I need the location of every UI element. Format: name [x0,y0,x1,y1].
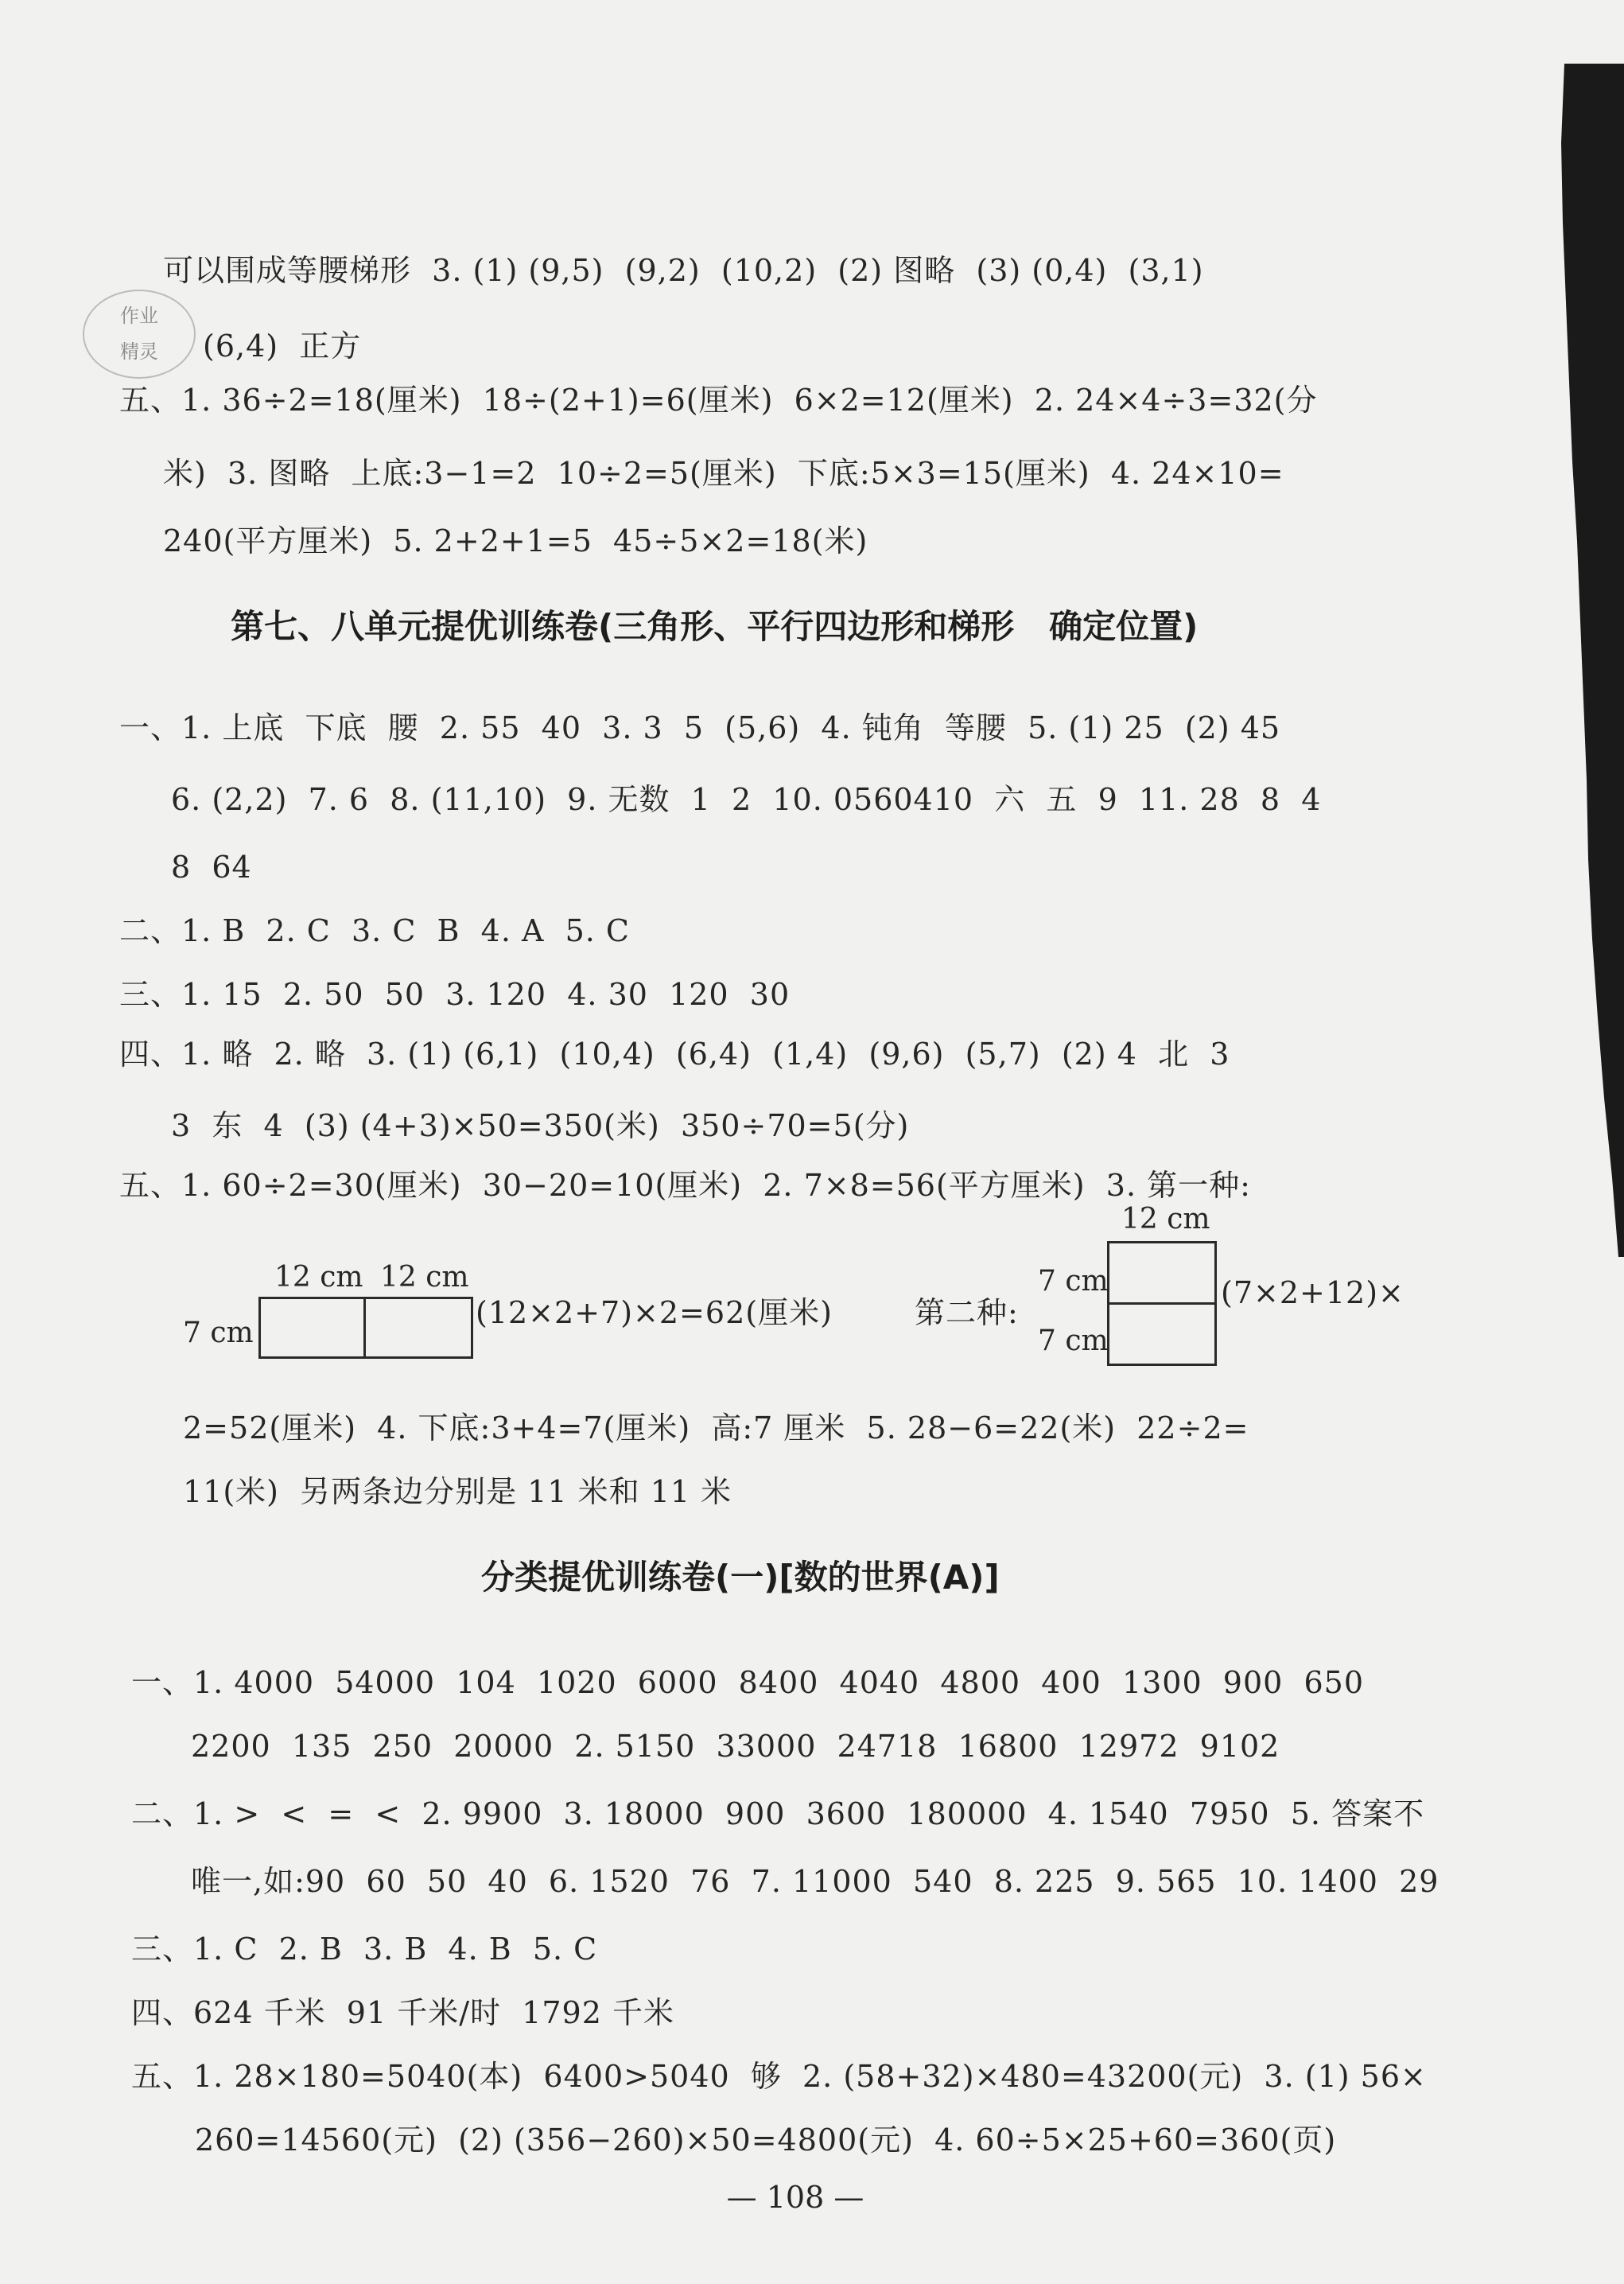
answer-line: 240(平方厘米) 5. 2+2+1=5 45÷5×2=18(米) [163,523,868,558]
section-title: 第七、八单元提优训练卷(三角形、平行四边形和梯形 确定位置) [231,607,1199,646]
diagram-formula: (12×2+7)×2=62(厘米) [476,1295,833,1330]
answer-line: 三、1. C 2. B 3. B 4. B 5. C [131,1932,598,1967]
answer-line: 3 东 4 (3) (4+3)×50=350(米) 350÷70=5(分) [171,1108,910,1143]
diagram-label: 7 cm [1038,1325,1109,1357]
svg-text:精灵: 精灵 [120,340,158,363]
diagram-label: 12 cm [380,1261,469,1294]
answer-line: 三、1. 15 2. 50 50 3. 120 4. 30 120 30 [119,977,791,1012]
diagram-label: 12 cm [274,1261,363,1294]
rectangle-shape [1107,1241,1217,1305]
answer-line: 可以围成等腰梯形 3. (1) (9,5) (9,2) (10,2) (2) 图略 (3) (0,4) (3,1) [163,253,1204,288]
answer-line: 2=52(厘米) 4. 下底:3+4=7(厘米) 高:7 厘米 5. 28−6=22(米) 22÷2= [183,1410,1249,1445]
answer-line: 11(米) 另两条边分别是 11 米和 11 米 [183,1474,732,1509]
answer-line: 一、1. 上底 下底 腰 2. 55 40 3. 3 5 (5,6) 4. 钝角 等腰 5. (1) 25 (2) 45 [119,710,1281,745]
answer-line: 2200 135 250 20000 2. 5150 33000 24718 16800 12972 9102 [191,1729,1280,1764]
answer-line: 一、1. 4000 54000 104 1020 6000 8400 4040 4800 400 1300 900 650 [131,1665,1365,1700]
answer-line: 二、1. > < = < 2. 9900 3. 18000 900 3600 180000 4. 1540 7950 5. 答案不 [131,1796,1425,1831]
watermark-stamp [80,286,199,382]
torn-page-edge [1548,64,1624,1257]
diagram-label: 12 cm [1121,1203,1210,1235]
rectangle-shape [258,1297,366,1359]
answer-line: (6,4) 正方 [203,329,362,364]
answer-line: 五、1. 60÷2=30(厘米) 30−20=10(厘米) 2. 7×8=56(平方厘米) 3. 第一种: [119,1168,1251,1203]
diagram-label: 7 cm [1038,1265,1109,1298]
section-title: 分类提优训练卷(一)[数的世界(A)] [481,1558,1000,1597]
diagram-label: 第二种: [915,1295,1019,1330]
answer-line: 四、624 千米 91 千米/时 1792 千米 [131,1995,674,2030]
page-number: — 108 — [726,2180,864,2215]
answer-line: 260=14560(元) (2) (356−260)×50=4800(元) 4. 60÷5×25+60=360(页) [195,2123,1337,2158]
svg-text:作业: 作业 [120,305,158,327]
answer-line: 6. (2,2) 7. 6 8. (11,10) 9. 无数 1 2 10. 0560410 六 五 9 11. 28 8 4 [171,782,1322,817]
rectangle-shape [363,1297,473,1359]
answer-line: 米) 3. 图略 上底:3−1=2 10÷2=5(厘米) 下底:5×3=15(厘米) 4. 24×10= [163,456,1284,491]
answer-line: 四、1. 略 2. 略 3. (1) (6,1) (10,4) (6,4) (1,4) (9,6) (5,7) (2) 4 北 3 [119,1037,1230,1072]
answer-line: 二、1. B 2. C 3. C B 4. A 5. C [119,913,630,948]
diagram-formula: (7×2+12)× [1221,1275,1404,1310]
answer-line: 五、1. 36÷2=18(厘米) 18÷(2+1)=6(厘米) 6×2=12(厘米) 2. 24×4÷3=32(分 [119,383,1318,418]
answer-line: 五、1. 28×180=5040(本) 6400>5040 够 2. (58+32)×480=43200(元) 3. (1) 56× [131,2059,1427,2094]
answer-line: 8 64 [171,850,252,885]
rectangle-shape [1107,1302,1217,1366]
diagram-label: 7 cm [183,1317,254,1349]
answer-line: 唯一,如:90 60 50 40 6. 1520 76 7. 11000 540 8. 225 9. 565 10. 1400 29 [191,1864,1439,1899]
